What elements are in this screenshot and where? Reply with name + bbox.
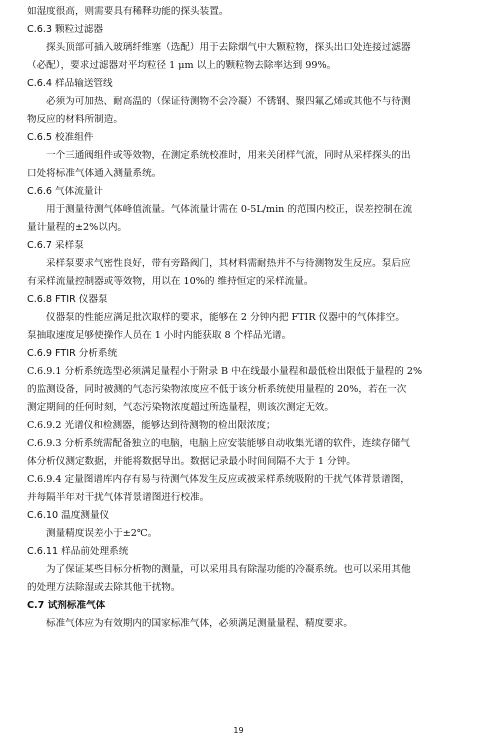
- paragraph-line: 用于测量待测气体峰值流量。气体流量计需在 0-5L/min 的范围内校正，误差控制在流: [46, 204, 413, 215]
- page-number: 19: [233, 726, 244, 735]
- paragraph-line: C.6.9.2 光谱仪和检测器，能够达到待测物的检出限浓度；: [27, 420, 276, 431]
- paragraph-line: 仪器泵的性能应满足批次取样的要求，能够在 2 分钟内把 FTIR 仪器中的气体排空。: [46, 312, 405, 323]
- paragraph-line: 测量精度误差小于±2℃。: [46, 528, 158, 539]
- paragraph-line: 探头顶部可插入玻璃纤维塞（选配）用于去除烟气中大颗粒物，探头出口处连接过滤器: [46, 42, 411, 53]
- section-heading: C.7 试剂标准气体: [27, 600, 106, 611]
- paragraph-line: 如湿度很高，则需要具有稀释功能的探头装置。: [27, 6, 229, 17]
- paragraph-line: C.6.9.4 定量图谱库内存有易与待测气体发生反应或被采样系统吸附的干扰气体背景谱图，: [27, 474, 410, 485]
- document-body: [27, 6, 455, 636]
- paragraph-line: 有采样流量控制器或等效物，用以在 10%的 维持恒定的采样流量。: [27, 276, 314, 287]
- section-heading: C.6.9 FTIR 分析系统: [27, 348, 118, 359]
- paragraph-line: 并每隔半年对干扰气体背景谱图进行校准。: [27, 492, 210, 503]
- paragraph-line: 量计量程的±2%以内。: [27, 222, 128, 233]
- paragraph-line: 采样泵要求气密性良好，带有旁路阀门，其材料需耐热并不与待测物发生反应。泵后应: [46, 258, 411, 269]
- paragraph-line: 一个三通阀组件或等效物，在测定系统校准时，用来关闭样气流，同时从采样探头的出: [46, 150, 411, 161]
- paragraph-line: 必须为可加热、耐高温的（保证待测物不会冷凝）不锈钢、聚四氟乙烯或其他不与待测: [46, 96, 411, 107]
- section-heading: C.6.7 采样泵: [27, 240, 84, 251]
- section-heading: C.6.3 颗粒过滤器: [27, 24, 104, 35]
- section-heading: C.6.6 气体流量计: [27, 186, 104, 197]
- paragraph-line: 的处理方法除湿或去除其他干扰物。: [27, 582, 181, 593]
- section-heading: C.6.4 样品输送管线: [27, 78, 113, 89]
- paragraph-line: C.6.9.1 分析系统选型必须满足量程小于附录 B 中在线最小量程和最低检出限低于量程的 2%: [27, 366, 423, 377]
- paragraph-line: 体分析仪测定数据，并能将数据导出。数据记录最小时间间隔不大于 1 分钟。: [27, 456, 356, 467]
- section-heading: C.6.8 FTIR 仪器泵: [27, 294, 108, 305]
- paragraph-line: 为了保证某些目标分析物的测量，可以采用具有除湿功能的冷凝系统。也可以采用其他: [46, 564, 411, 575]
- paragraph-line: 口处将标准气体通入测量系统。: [27, 168, 162, 179]
- section-heading: C.6.5 校准组件: [27, 132, 94, 143]
- section-heading: C.6.11 样品前处理系统: [27, 546, 129, 557]
- paragraph-line: （必配），要求过滤器对平均粒径 1 μm 以上的颗粒物去除率达到 99%。: [27, 60, 337, 71]
- paragraph-line: 泵抽取速度足够使操作人员在 1 小时内能获取 8 个样品光谱。: [27, 330, 292, 341]
- paragraph-line: 的监测设备，同时被测的气态污染物浓度应不低于该分析系统使用量程的 20%，若在一次: [27, 384, 407, 395]
- paragraph-line: 物反应的材料所制造。: [27, 114, 123, 125]
- paragraph-line: 标准气体应为有效期内的国家标准气体，必须满足测量量程、精度要求。: [46, 618, 353, 629]
- paragraph-line: 测定期间的任何时刻，气态污染物浓度超过所选量程，则该次测定无效。: [27, 402, 334, 413]
- section-heading: C.6.10 温度测量仪: [27, 510, 110, 521]
- paragraph-line: C.6.9.3 分析系统需配备独立的电脑，电脑上应安装能够自动收集光谱的软件，连续存储气: [27, 438, 410, 449]
